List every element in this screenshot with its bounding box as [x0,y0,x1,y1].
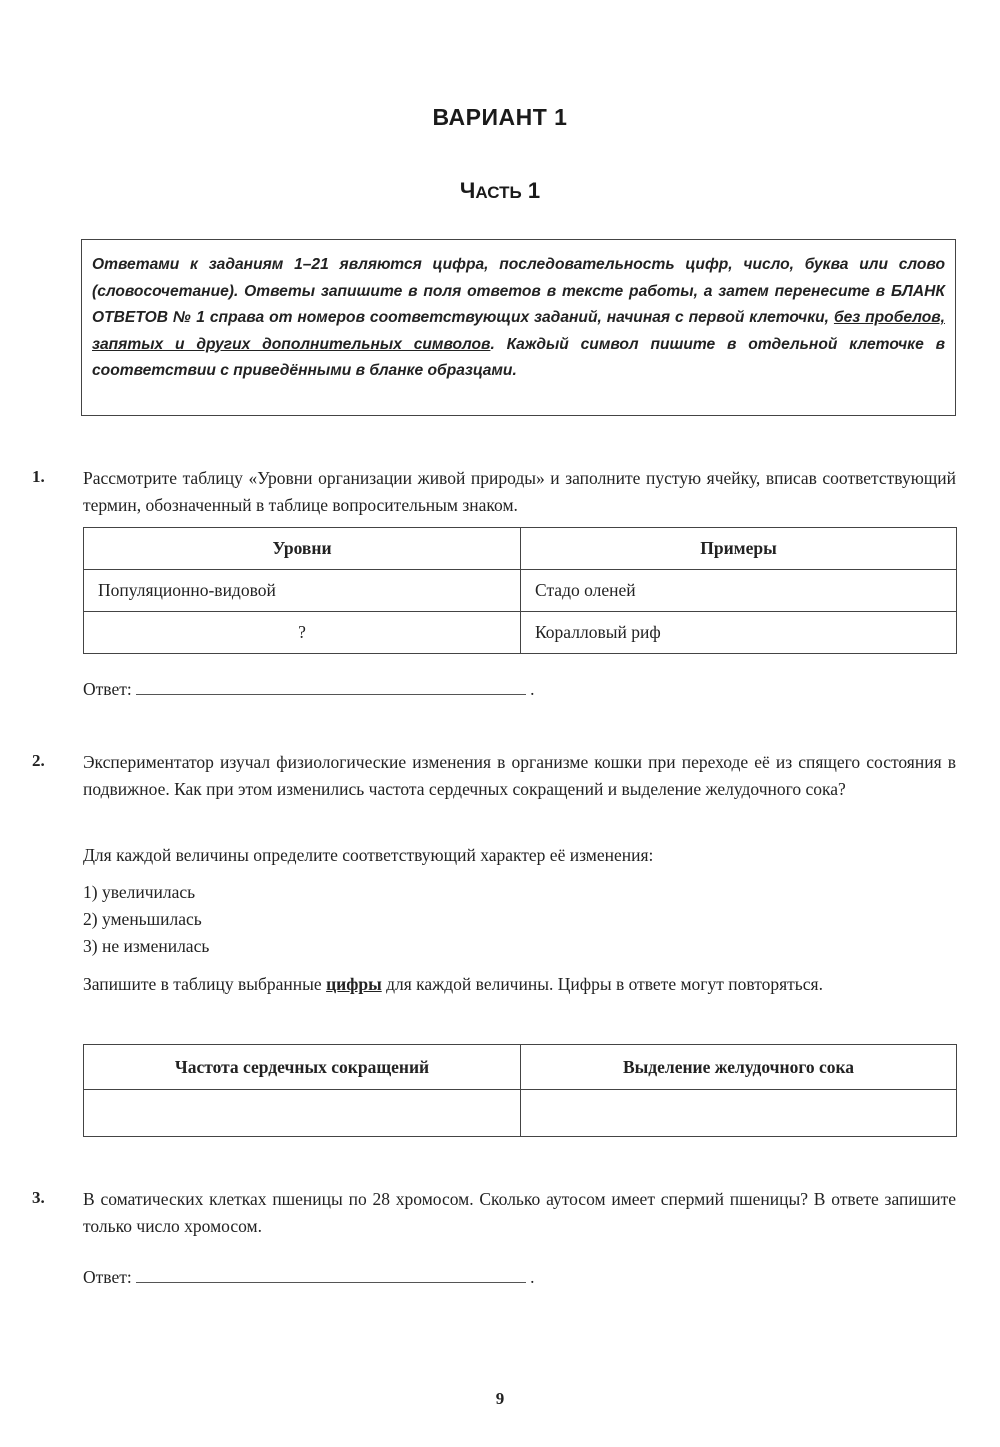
question-3-number: 3. [32,1188,45,1207]
question-2-number: 2. [32,751,45,770]
table-header-row [84,1045,957,1090]
instructions-underlined: без пробелов, запятых и других дополнительных символов [92,309,945,353]
answer-line[interactable] [136,1266,526,1283]
answer-line[interactable] [136,678,526,695]
table-cell: Коралловый риф [521,612,957,654]
question-3-text: В соматических клетках пшеницы по 28 хромосом. Сколько аутосом имеет спермий пшеницы? В ответе запишите только число хромосом. [83,1189,956,1236]
question-3-answer [83,1266,534,1288]
option-3: 3) не изменилась [83,936,210,956]
question-1-answer [83,678,534,700]
table-cell-unknown: ? [84,612,521,654]
question-1-number: 1. [32,467,45,486]
answer-cell-heart-rate[interactable] [84,1090,521,1137]
question-1-text: Рассмотрите таблицу «Уровни организации живой природы» и заполните пустую ячейку, вписав соответствующий термин, обозначенный в таблице вопросительным знаком. [83,468,956,515]
variant-title: ВАРИАНТ 1 [432,104,568,130]
table-row [84,570,957,612]
table-header-heart-rate: Частота сердечных сокращений [84,1045,521,1090]
part-title [0,178,1000,204]
write-pre: Запишите в таблицу выбранные [83,974,327,994]
answer-label: Ответ: [83,679,132,699]
write-bold: цифры [326,974,382,994]
table-cell: Популяционно-видовой [84,570,521,612]
table-header-examples: Примеры [521,528,957,570]
page-number: 9 [495,1389,505,1408]
instructions-text-1: Ответами к заданиям 1–21 являются цифра, последовательность цифр, число, буква или слово (словосочетание). Ответы запишите в поля ответов в тексте работы, а затем перенесите в БЛАНК ОТВЕТОВ № 1 справа от номеров соответствующих заданий, начиная с первой клеточки, [92,256,945,326]
option-2: 2) уменьшилась [83,909,202,929]
table-header-gastric-juice: Выделение желудочного сока [521,1045,957,1090]
table-answer-row [84,1090,957,1137]
table-row [84,612,957,654]
option-1: 1) увеличилась [83,882,196,902]
question-2-text: Экспериментатор изучал физиологические изменения в организме кошки при переходе её из спящего состояния в подвижное. Как при этом изменились частота сердечных сокращений и выделение желудочного сока? [83,752,956,799]
answer-period: . [530,679,535,699]
question-1-table [83,527,957,654]
answer-label: Ответ: [83,1267,132,1287]
question-2-instruction: Для каждой величины определите соответствующий характер её изменения: [83,845,654,865]
question-2-table [83,1044,957,1137]
answer-period: . [530,1267,535,1287]
part-title-rest: АСТЬ [475,183,522,202]
part-title-number: 1 [527,178,541,203]
table-cell: Стадо оленей [521,570,957,612]
table-header-row [84,528,957,570]
question-2-write-instruction [83,971,956,998]
instructions-text-2: . Каждый символ пишите в отдельной клеточке в соответствии с приведёнными в бланке образцами. [92,335,945,379]
table-header-levels: Уровни [84,528,521,570]
write-post: для каждой величины. Цифры в ответе могут повторяться. [381,974,823,994]
part-title-first: Ч [459,178,476,203]
instructions-box [81,239,956,416]
answer-cell-gastric-juice[interactable] [521,1090,957,1137]
